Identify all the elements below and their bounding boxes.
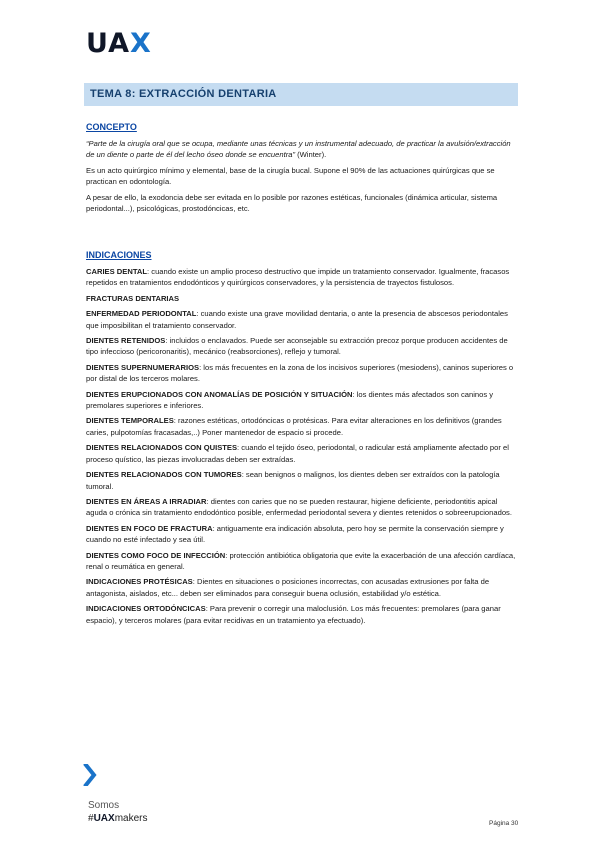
indicacion-item: DIENTES EN ÁREAS A IRRADIAR: dientes con caries que no se pueden restaurar, higiene deficiente, periodontitis apical aguda o crónica sin tratamiento endodóntico posible, enfermedad periodontal severa y dientes retenidos o sobreerupcionados. [86,496,512,518]
indicacion-item: DIENTES EN FOCO DE FRACTURA: antiguamente era indicación absoluta, pero hoy se permite la conservación siempre y cuando no esté infectado y sea útil. [86,523,504,545]
indicaciones-heading: INDICACIONES [86,250,152,260]
indicacion-item: INDICACIONES PROTÉSICAS: Dientes en situaciones o posiciones incorrectas, con acusadas extrusiones por falta de antagonista, aislados, etc... deben ser eliminados para conseguir buena oclusión, estabilidad y/o estética. [86,577,490,598]
chevron-right-icon [83,764,97,786]
indicacion-item: DIENTES RELACIONADOS CON TUMORES: sean benignos o malignos, los dientes deben ser extraídos con la patología tumoral. [86,470,500,491]
indicacion-item: DIENTES TEMPORALES: razones estéticas, ortodóncicas o protésicas. Para evitar alteraciones en los definitivos (grandes caries, pulpotomías fracasadas,..) Poner mantenedor de espacio si procede. [86,416,502,437]
concepto-section [86,122,518,214]
indicacion-item: INDICACIONES ORTODÓNCICAS: Para prevenir o corregir una maloclusión. Los más frecuentes: premolares (para ganar espacio), y terceros molares (para evitar recidivas en un tratamiento ya efectuado). [86,604,501,625]
concepto-definition: “Parte de la cirugía oral que se ocupa, mediante unas técnicas y un instrumental adecuado, de practicar la avulsión/extracción de un diente o parte de él del lecho óseo donde se encuentra” (Winter). [86,139,511,160]
indicacion-item: DIENTES ERUPCIONADOS CON ANOMALÍAS DE POSICIÓN Y SITUACIÓN: los dientes más afectados son caninos y premolares superiores e inferiores. [86,389,494,411]
indicacion-item: FRACTURAS DENTARIAS [86,293,180,303]
uax-logo: UAX [86,28,152,59]
indicacion-item: CARIES DENTAL: cuando existe un amplio proceso destructivo que impide un tratamiento conservador. Igualmente, fracasos repetidos en tratamientos endodónticos y quirúrgicos conservadores, y la persistencia de trayectos fistulosos. [86,267,510,288]
indicacion-item: DIENTES RETENIDOS: incluidos o enclavados. Puede ser aconsejable su extracción precoz porque producen accidentes de tipo infeccioso (pericoronaritis), mecánico (reabsorciones), reflejo y tumoral. [86,336,508,357]
concepto-paragraph: A pesar de ello, la exodoncia debe ser evitada en lo posible por razones estéticas, funcionales (dinámica articular, sistema periodontal...), psicológicas, prostodóncicas, etc. [86,192,498,214]
concepto-paragraph: Es un acto quirúrgico mínimo y elemental, base de la cirugía bucal. Supone el 90% de las actuaciones quirúrgicas que se practican en odontología. [86,165,495,187]
indicacion-item: ENFERMEDAD PERIODONTAL: cuando existe una grave movilidad dentaria, o ante la presencia de abscesos periodontales que imposibilitan el tratamiento conservador. [86,309,508,330]
indicacion-item: DIENTES RELACIONADOS CON QUISTES: cuando el tejido óseo, periodontal, o radicular está ampliamente afectado por el proceso quístico, las piezas involucradas deben ser extraídas. [86,443,509,464]
concepto-heading: CONCEPTO [86,122,137,132]
topic-title: TEMA 8: EXTRACCIÓN DENTARIA [90,88,277,100]
topic-banner [84,83,518,106]
indicacion-item: DIENTES SUPERNUMERARIOS: los más frecuentes en la zona de los incisivos superiores (mesiodens), caninos superiores o por distal de los terceros molares. [86,362,514,384]
footer-tagline: Somos #UAXmakers [88,800,148,824]
indicacion-item: DIENTES COMO FOCO DE INFECCIÓN: protección antibiótica obligatoria que evite la exacerbación de una afección cardíaca, renal o reumática en general. [86,550,516,571]
indicaciones-section [86,250,518,626]
page-number: Página 30 [489,820,519,827]
